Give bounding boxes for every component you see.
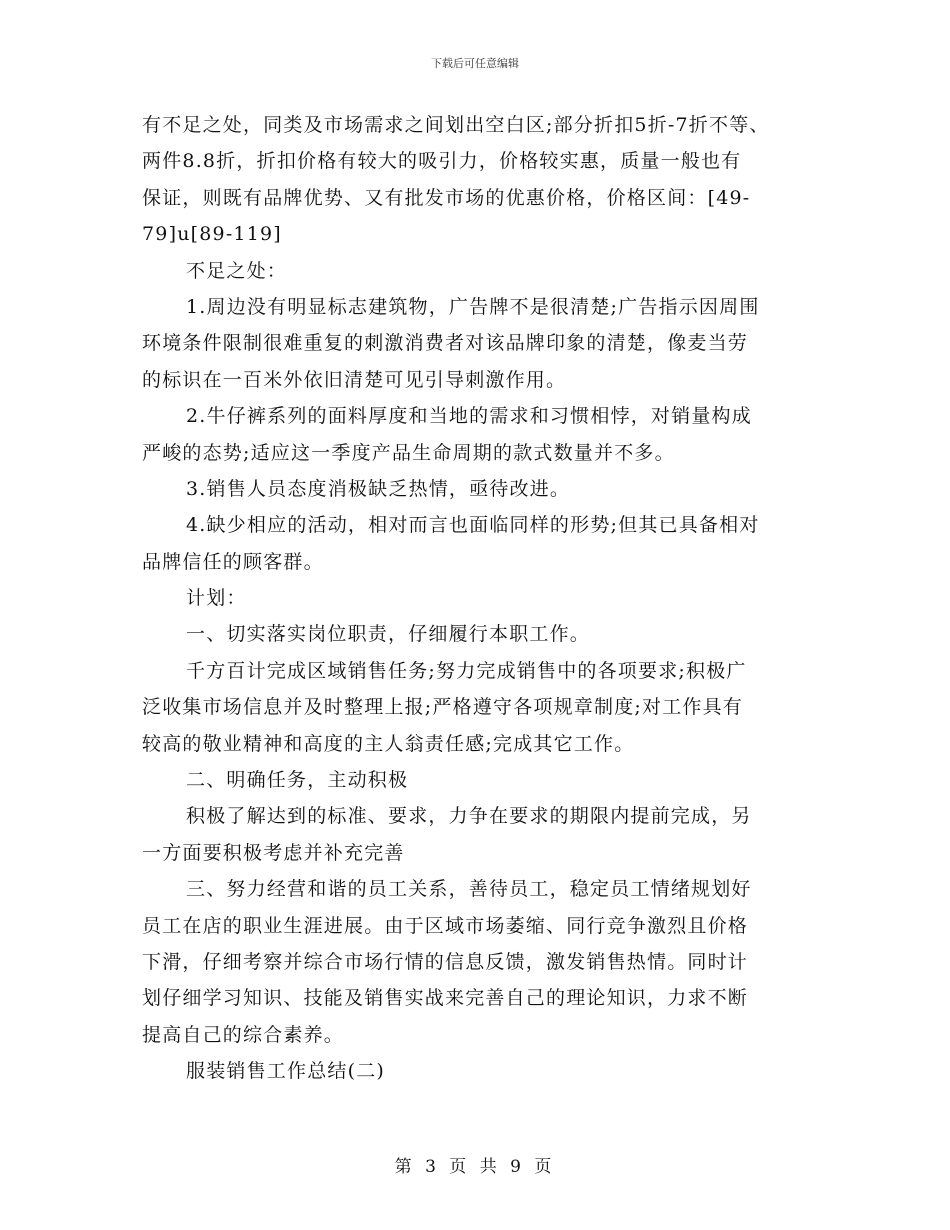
text-line: 的标识在一百米外依旧清楚可见引导刺激作用。 (142, 368, 567, 391)
text-line: 有不足之处，同类及市场需求之间划出空白区;部分折扣5折-7折不等、 (142, 114, 770, 136)
text-line: 不足之处： (186, 259, 288, 282)
text-line: 员工在店的职业生涯进展。由于区域市场萎缩、同行竞争激烈且价格 (142, 914, 749, 937)
text-line: 2.牛仔裤系列的面料厚度和当地的需求和习惯相悖，对销量构成 (186, 405, 752, 428)
text-line: 千方百计完成区域销售任务;努力完成销售中的各项要求;积极广 (186, 659, 747, 682)
text-line: 两件8.8折，折扣价格有较大的吸引力，价格较实惠，质量一般也有 (142, 150, 742, 173)
text-line: 服装销售工作总结(二) (186, 1060, 386, 1083)
text-line: 三、努力经营和谐的员工关系，善待员工，稳定员工情绪规划好 (186, 878, 752, 901)
page-footer: 第 3 页 共 9 页 (394, 1157, 556, 1177)
text-line: 4.缺少相应的活动，相对而言也面临同样的形势;但其已具备相对 (186, 514, 760, 537)
text-line: 1.周边没有明显标志建筑物，广告牌不是很清楚;广告指示因周围 (186, 295, 760, 318)
text-line: 保证，则既有品牌优势、又有批发市场的优惠价格，价格区间：[49- (142, 186, 751, 209)
text-line: 品牌信任的顾客群。 (142, 550, 324, 573)
text-line: 二、明确任务，主动积极 (186, 769, 409, 792)
text-line: 泛收集市场信息并及时整理上报;严格遵守各项规章制度;对工作具有 (142, 696, 744, 719)
text-line: 下滑，仔细考察并综合市场行情的信息反馈，激发销售热情。同时计 (142, 950, 749, 973)
body-text (142, 107, 812, 1090)
text-line: 严峻的态势;适应这一季度产品生命周期的款式数量并不多。 (142, 441, 675, 464)
text-line: 3.销售人员态度消极缺乏热情，亟待改进。 (186, 477, 571, 500)
text-line: 积极了解达到的标准、要求，力争在要求的期限内提前完成，另 (186, 805, 752, 828)
text-line: 计划： (186, 587, 247, 610)
text-line: 较高的敬业精神和高度的主人翁责任感;完成其它工作。 (142, 732, 635, 755)
text-line: 79]u[89-119] (142, 223, 282, 246)
text-line: 提高自己的综合素养。 (142, 1023, 345, 1046)
text-line: 划仔细学习知识、技能及销售实战来完善自己的理论知识，力求不断 (142, 987, 749, 1010)
text-line: 环境条件限制很难重复的刺激消费者对该品牌印象的清楚，像麦当劳 (142, 332, 749, 355)
text-line: 一方面要积极考虑并补充完善 (142, 841, 405, 864)
text-line: 一、切实落实岗位职责，仔细履行本职工作。 (186, 623, 591, 646)
header-note: 下载后可任意编辑 (431, 57, 519, 70)
